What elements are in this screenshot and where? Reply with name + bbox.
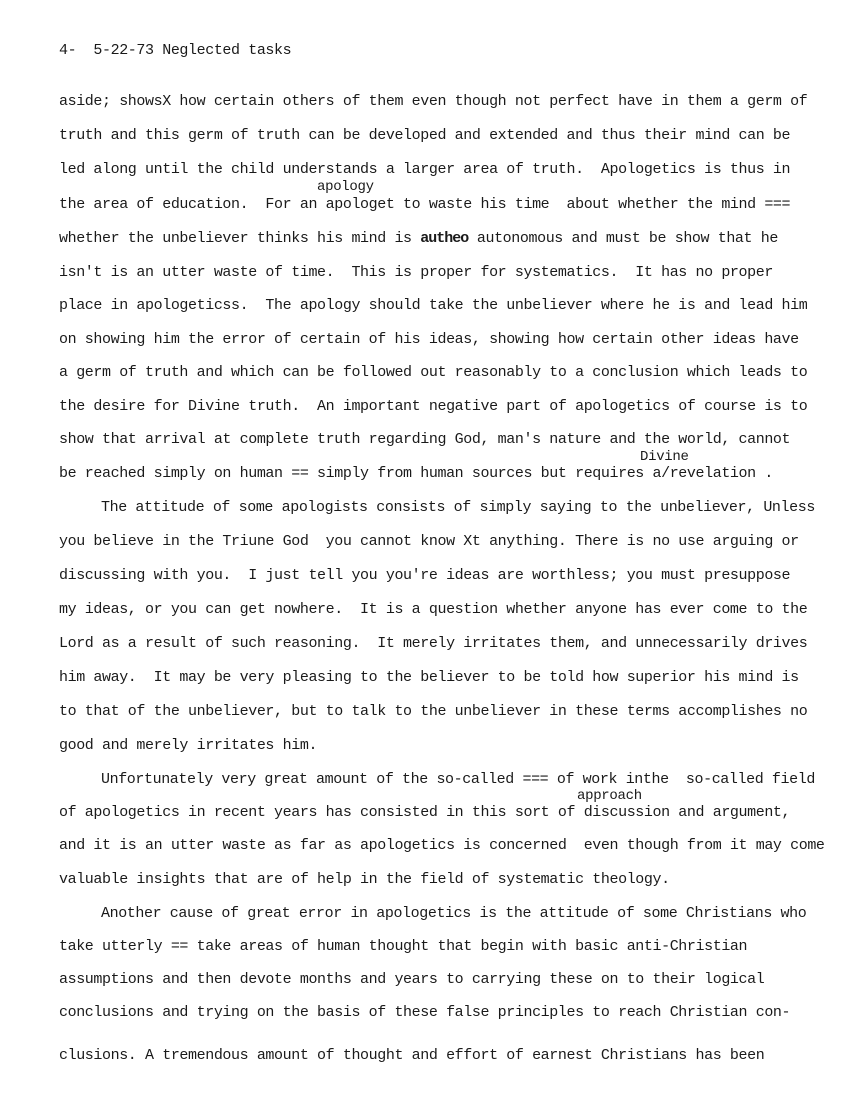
text-line-21: Unfortunately very great amount of the so-called === of work inthe so-called field [101,771,815,788]
page-header: 4- 5-22-73 Neglected tasks [59,42,292,59]
text-line-28: conclusions and trying on the basis of these false principles to reach Christian con- [59,1004,791,1021]
text-line-14: you believe in the Triune God you cannot know Xt anything. There is no use arguing or [59,533,799,550]
text-line-25: Another cause of great error in apologetics is the attitude of some Christians who [101,905,807,922]
text-line-7: place in apologeticss. The apology should take the unbeliever where he is and lead him [59,297,808,314]
text-line-16: my ideas, or you can get nowhere. It is a question whether anyone has ever come to the [59,601,808,618]
text-line-11: show that arrival at complete truth regarding God, man's nature and the world, cannot [59,431,791,448]
text-line-26: take utterly == take areas of human thought that begin with basic anti-Christian [59,938,748,955]
text-line-24: valuable insights that are of help in the field of systematic theology. [59,871,670,888]
text-segment: autonomous and must be show that he [468,230,778,247]
text-line-17: Lord as a result of such reasoning. It merely irritates them, and unnecessarily drives [59,635,808,652]
text-line-22: of apologetics in recent years has consisted in this sort of discussion and argument, [59,804,791,821]
text-line-6: isn't is an utter waste of time. This is proper for systematics. It has no proper [59,264,773,281]
text-line-4: the area of education. For an apologet to waste his time about whether the mind === [59,196,791,213]
text-line-18: him away. It may be very pleasing to the believer to be told how superior his mind is [59,669,799,686]
text-line-12: be reached simply on human == simply from human sources but requires a/revelation . [59,465,773,482]
text-line-9: a germ of truth and which can be followed out reasonably to a conclusion which leads to [59,364,808,381]
handwritten-insertion-approach: approach [577,788,642,804]
text-line-3: led along until the child understands a larger area of truth. Apologetics is thus in [59,161,791,178]
text-line-10: the desire for Divine truth. An important negative part of apologetics of course is to [59,398,808,415]
text-line-19: to that of the unbeliever, but to talk to the unbeliever in these terms accomplishes no [59,703,808,720]
text-line-13: The attitude of some apologists consists of simply saying to the unbeliever, Unless [101,499,815,516]
text-line-2: truth and this germ of truth can be developed and extended and thus their mind can be [59,127,791,144]
text-line-27: assumptions and then devote months and years to carrying these on to their logical [59,971,765,988]
text-line-29: clusions. A tremendous amount of thought and effort of earnest Christians has been [59,1047,765,1064]
text-line-8: on showing him the error of certain of his ideas, showing how certain other ideas have [59,331,799,348]
text-line-23: and it is an utter waste as far as apologetics is concerned even though from it may come [59,837,825,854]
handwritten-insertion-apology: apology [317,179,374,195]
text-line-15: discussing with you. I just tell you you're ideas are worthless; you must presuppose [59,567,791,584]
text-line-5 [59,230,778,248]
handwritten-insertion-divine: Divine [640,449,689,465]
text-segment: whether the unbeliever thinks his mind is [59,230,421,247]
text-line-1: aside; showsX how certain others of them even though not perfect have in them a germ of [59,93,808,110]
text-line-20: good and merely irritates him. [59,737,318,754]
struck-out-word: autheo [420,230,469,247]
